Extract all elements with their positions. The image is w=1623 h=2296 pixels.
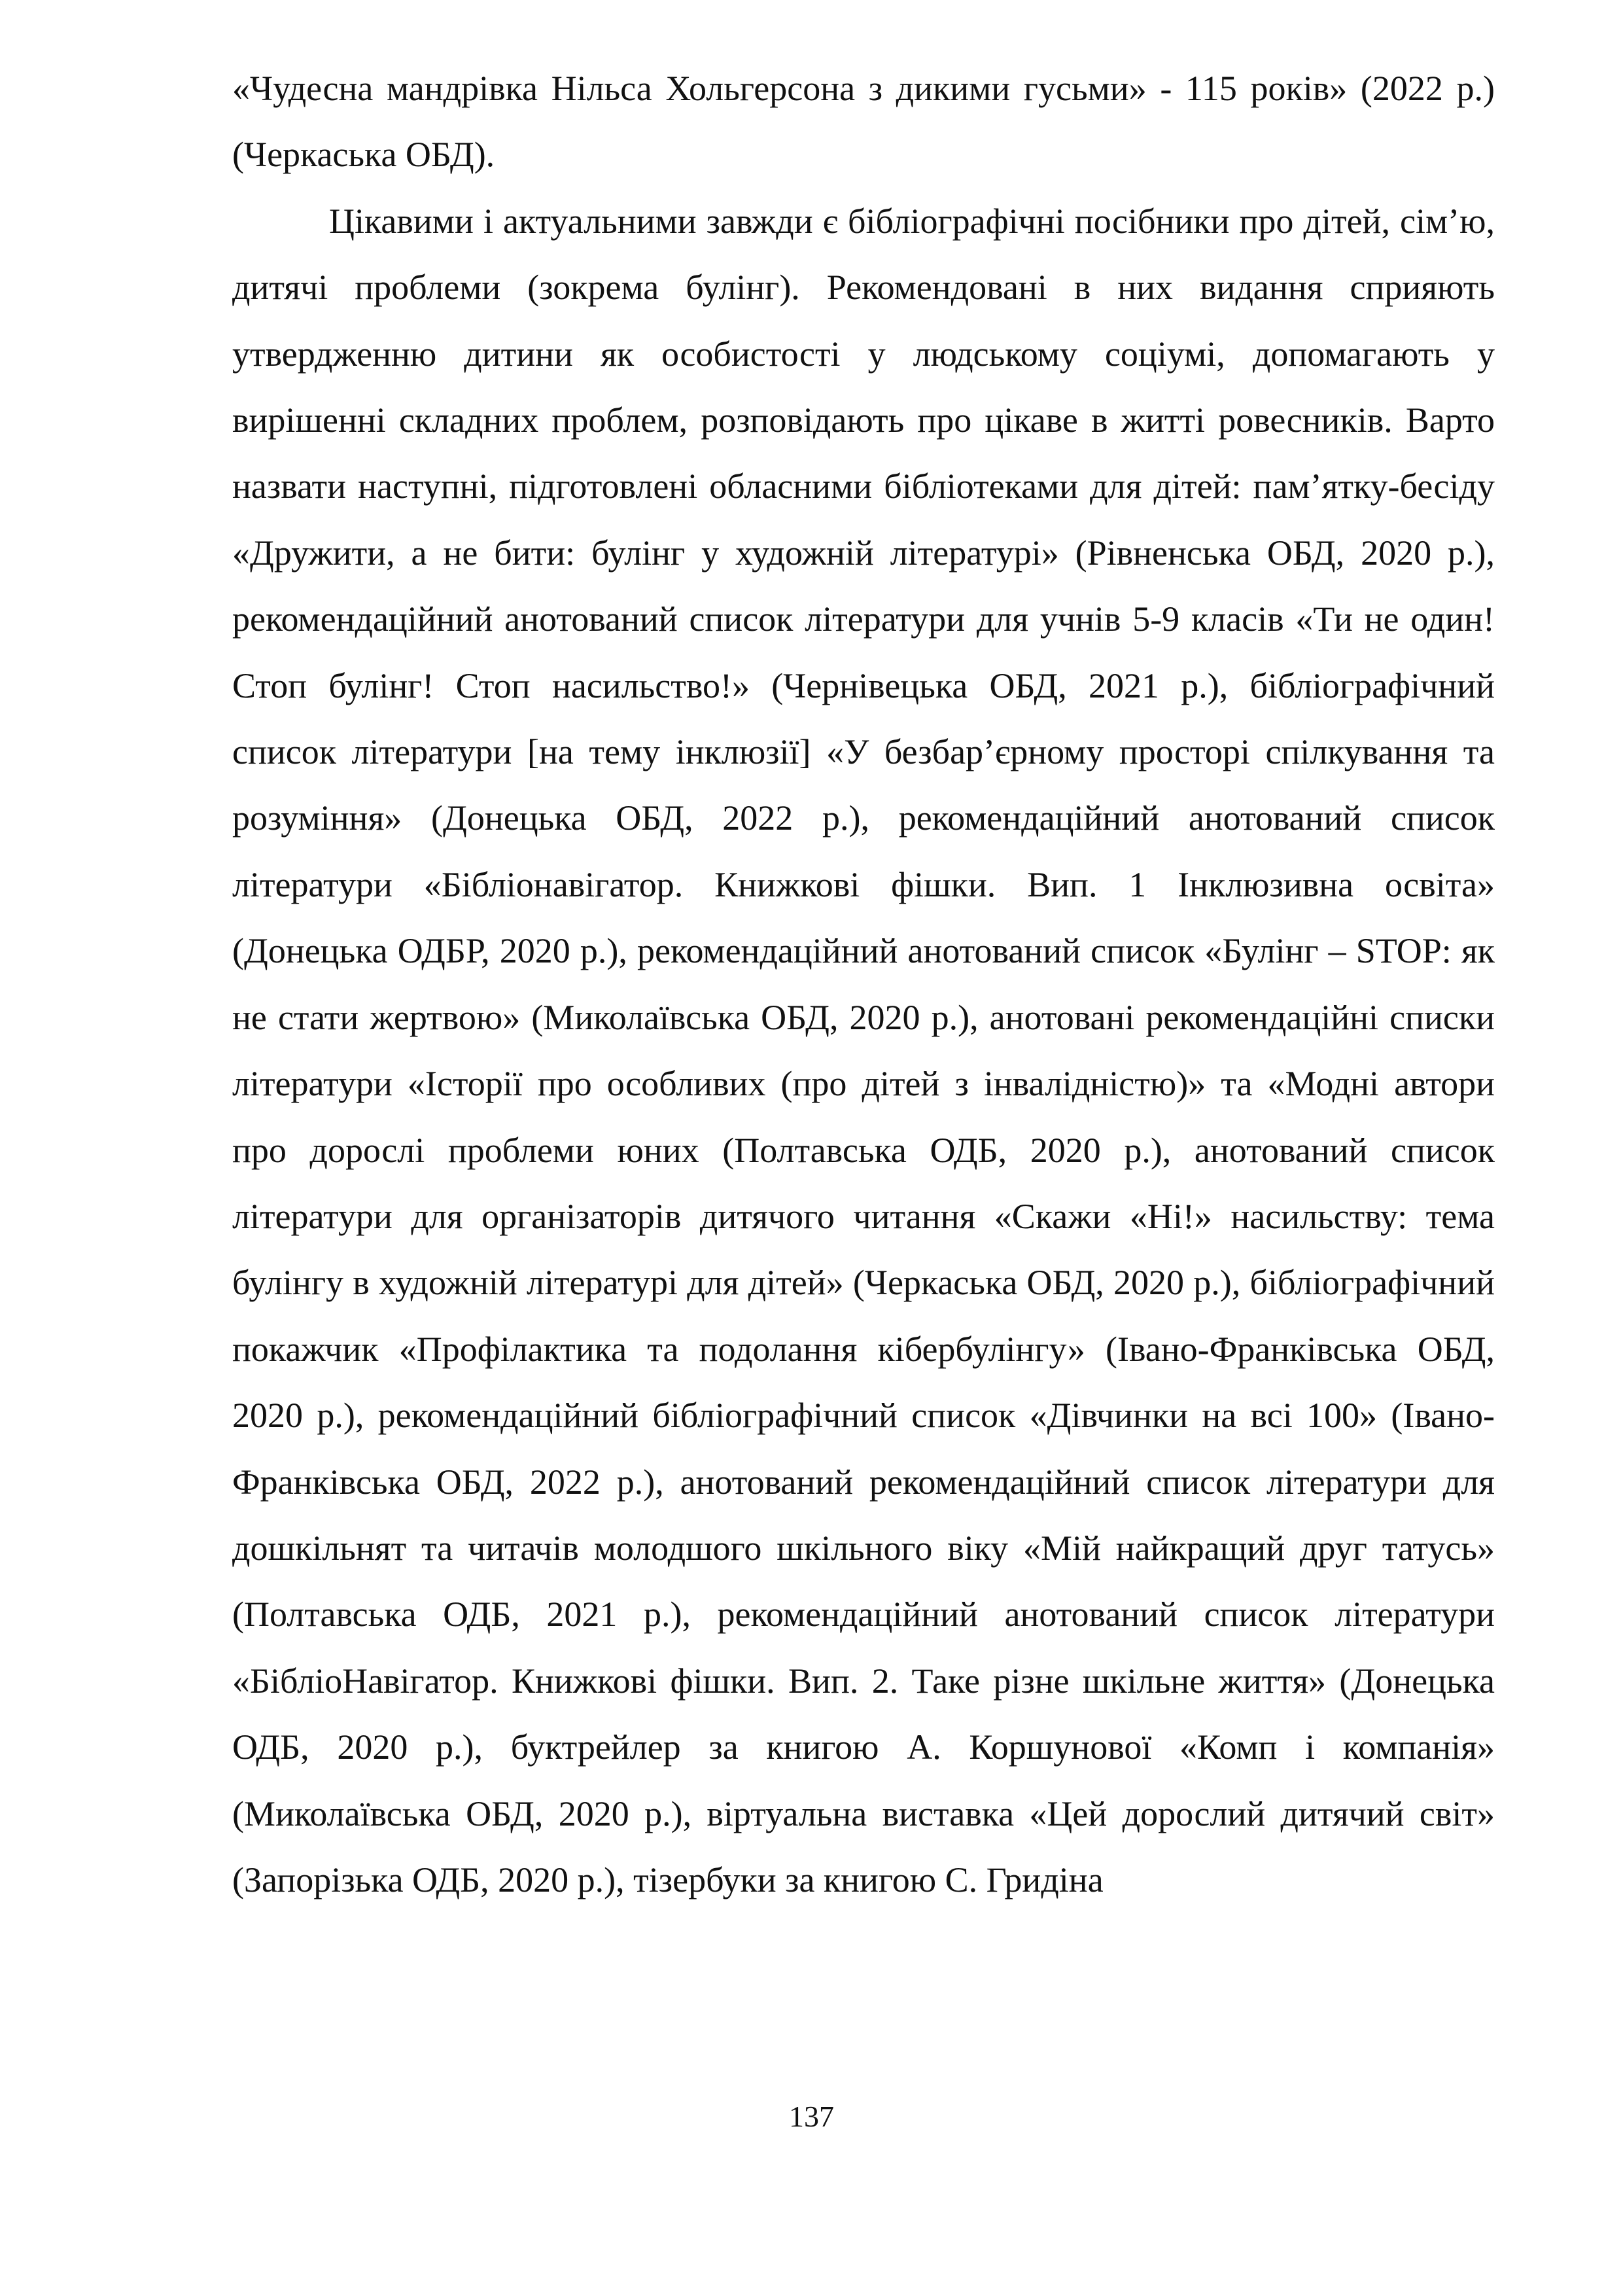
document-body [232,56,1495,1913]
page-number: 137 [789,2100,834,2133]
paragraph-bibliographic-guides: Цікавими і актуальними завжди є бібліографічні посібники про дітей, сім’ю, дитячі проблеми (зокрема булінг). Рекомендовані в них видання сприяють утвердженню дитини як особистості у людському соціумі, допомагають у вирішенні складних проблем, розповідають про цікаве в житті ровесників. Варто назвати наступні, підготовлені обласними бібліотеками для дітей: пам’ятку-бесіду «Дружити, а не бити: булінг у художній літературі» (Рівненська ОБД, 2020 р.), рекомендаційний анотований список літератури для учнів 5-9 класів «Ти не один! Стоп булінг! Стоп насильство!» (Чернівецька ОБД, 2021 р.), бібліографічний список літератури [на тему інклюзії] «У безбар’єрному просторі спілкування та розуміння» (Донецька ОБД, 2022 р.), рекомендаційний анотований список літератури «Бібліонавігатор. Книжкові фішки. Вип. 1 Інклюзивна освіта» (Донецька ОДБР, 2020 р.), рекомендаційний анотований список «Булінг – STOP: як не стати жертвою» (Миколаївська ОБД, 2020 р.), анотовані рекомендаційні списки літератури «Історії про особливих (про дітей з інвалідністю)» та «Модні автори про дорослі проблеми юних (Полтавська ОДБ, 2020 р.), анотований список літератури для організаторів дитячого читання «Скажи «Ні!» насильству: тема булінгу в художній літературі для дітей» (Черкаська ОБД, 2020 р.), бібліографічний покажчик «Профілактика та подолання кібербулінгу» (Івано-Франківська ОБД, 2020 р.), рекомендаційний бібліографічний список «Дівчинки на всі 100» (Івано-Франківська ОБД, 2022 р.), анотований рекомендаційний список літератури для дошкільнят та читачів молодшого шкільного віку «Мій найкращий друг татусь» (Полтавська ОДБ, 2021 р.), рекомендаційний анотований список літератури «БібліоНавігатор. Книжкові фішки. Вип. 2. Таке різне шкільне життя» (Донецька ОДБ, 2020 р.), буктрейлер за книгою А. Коршунової «Комп і компанія» (Миколаївська ОБД, 2020 р.), віртуальна виставка «Цей дорослий дитячий світ» (Запорізька ОДБ, 2020 р.), тізербуки за книгою С. Гридіна [232,201,1495,1899]
paragraph-continuation: «Чудесна мандрівка Нільса Хольгерсона з дикими гусьми» - 115 років» (2022 р.) (Черкаська ОБД). [232,69,1495,175]
